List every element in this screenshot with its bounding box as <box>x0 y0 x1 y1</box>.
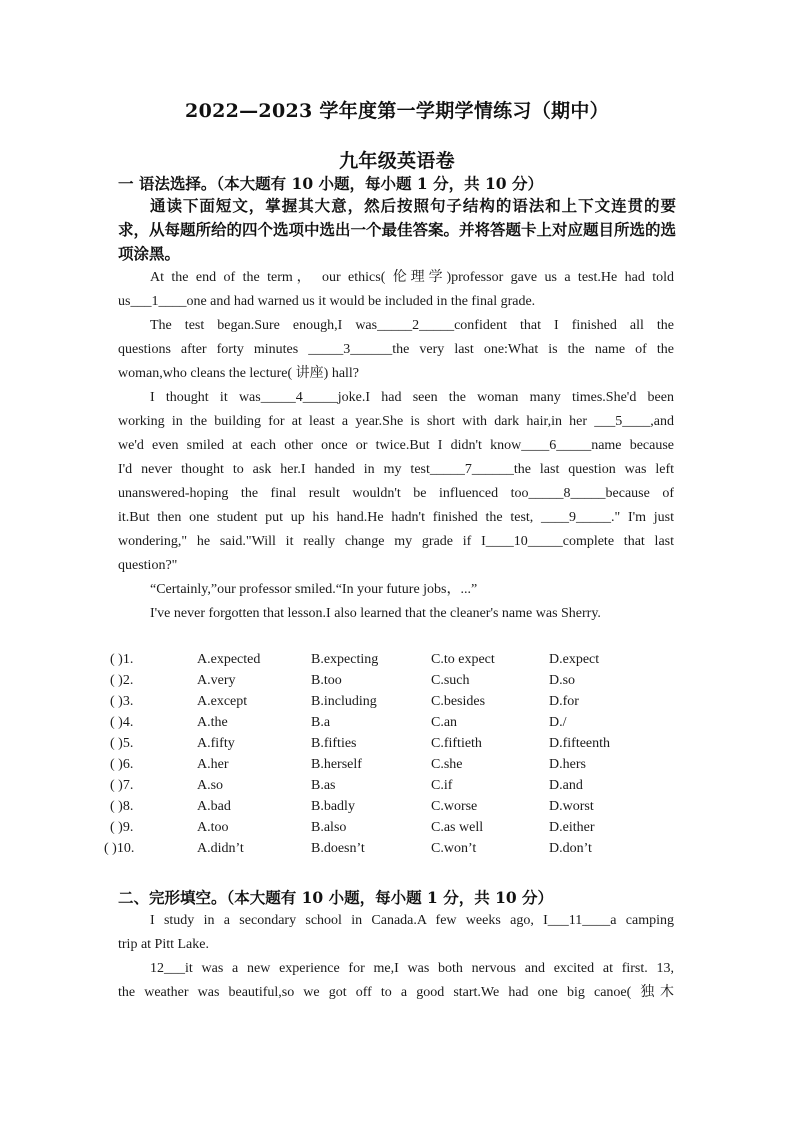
passage-line: “Certainly,”our professor smiled.“In your future jobs，...” <box>150 582 478 597</box>
question-number: ( )10. <box>104 841 135 856</box>
option-d: D.hers <box>549 757 586 772</box>
option-c: C.fiftieth <box>431 736 482 751</box>
option-d: D.worst <box>549 799 594 814</box>
option-b: B.doesn’t <box>311 841 365 856</box>
passage-line: it.But then one student put up his hand.He hadn't finished the test, ____9_____." I'm just <box>118 510 674 525</box>
question-row <box>110 754 690 775</box>
option-c: C.she <box>431 757 463 772</box>
option-d: D.don’t <box>549 841 592 856</box>
section1-options <box>104 649 690 859</box>
passage-line: trip at Pitt Lake. <box>118 937 209 952</box>
option-a: A.the <box>197 715 228 730</box>
passage-line: working in the building for at least a year.She is short with dark hair,in her ___5____,and <box>118 414 674 429</box>
option-b: B.a <box>311 715 331 730</box>
option-c: C.besides <box>431 694 486 709</box>
option-a: A.expected <box>197 652 261 667</box>
option-b: B.as <box>311 778 336 793</box>
question-number: ( )5. <box>110 736 134 751</box>
option-d: D./ <box>549 715 567 730</box>
section2-heading: 二、完形填空。（本大题有 10 小题，每小题 1 分，共 10 分） <box>118 888 554 907</box>
option-b: B.fifties <box>311 736 357 751</box>
passage-line: I thought it was_____4_____joke.I had seen the woman many times.She'd been <box>150 390 674 405</box>
question-row <box>110 733 690 754</box>
option-a: A.fifty <box>197 736 235 751</box>
option-d: D.either <box>549 820 595 835</box>
option-b: B.badly <box>311 799 355 814</box>
option-b: B.herself <box>311 757 362 772</box>
question-row <box>110 649 690 670</box>
passage-line: we'd even smiled at each other once or twice.But I didn't know____6_____name because <box>118 438 674 453</box>
question-row <box>110 775 690 796</box>
option-a: A.didn’t <box>197 841 244 856</box>
passage-line: I'd never thought to ask her.I handed in my test_____7______the last question was left <box>118 462 674 477</box>
option-c: C.won’t <box>431 841 477 856</box>
passage-line: question?" <box>118 558 178 573</box>
question-number: ( )2. <box>110 673 134 688</box>
question-number: ( )9. <box>110 820 134 835</box>
option-d: D.fifteenth <box>549 736 611 751</box>
section2-passage <box>118 909 674 1005</box>
option-c: C.to expect <box>431 652 495 667</box>
question-row <box>110 817 690 838</box>
passage-line: woman,who cleans the lecture( 讲座) hall? <box>118 366 360 381</box>
passage-line: wondering," he said."Will it really change my grade if I____10_____complete that last <box>118 534 674 549</box>
question-number: ( )4. <box>110 715 134 730</box>
option-a: A.so <box>197 778 224 793</box>
option-c: C.such <box>431 673 470 688</box>
passage-line: The test began.Sure enough,I was_____2_____confident that I finished all the <box>150 318 674 333</box>
question-number: ( )6. <box>110 757 134 772</box>
option-d: D.so <box>549 673 576 688</box>
section1-heading: 一 语法选择。（本大题有 10 小题，每小题 1 分，共 10 分） <box>118 174 543 193</box>
exam-title: 2022—2023 学年度第一学期学情练习（期中） <box>185 100 609 122</box>
section1-instruction: 通读下面短文，掌握其大意，然后按照句子结构的语法和上下文连贯的要求，从每题所给的四个选项中选出一个最佳答案。并将答题卡上对应题目所选的选项涂黑。 <box>118 196 677 263</box>
option-a: A.her <box>197 757 229 772</box>
option-c: C.as well <box>431 820 484 835</box>
question-number: ( )1. <box>110 652 134 667</box>
question-number: ( )3. <box>110 694 134 709</box>
option-b: B.also <box>311 820 347 835</box>
passage-line: unanswered-hoping the final result wouldn't be influenced too_____8_____because of <box>118 486 674 501</box>
section1-passage <box>118 266 674 626</box>
exam-subtitle: 九年级英语卷 <box>339 150 455 172</box>
passage-line: I study in a secondary school in Canada.A few weeks ago, I___11____a camping <box>150 913 674 928</box>
passage-line: us___1____one and had warned us it would be included in the final grade. <box>118 294 536 309</box>
passage-line: I've never forgotten that lesson.I also learned that the cleaner's name was Sherry. <box>150 606 601 621</box>
option-c: C.worse <box>431 799 478 814</box>
question-row <box>110 691 690 712</box>
option-b: B.including <box>311 694 377 709</box>
passage-line: 12___it was a new experience for me,I was both nervous and excited at first. 13, <box>150 961 674 976</box>
option-a: A.bad <box>197 799 231 814</box>
question-number: ( )7. <box>110 778 134 793</box>
passage-line: questions after forty minutes _____3______the very last one:What is the name of the <box>118 342 674 357</box>
option-c: C.if <box>431 778 453 793</box>
option-d: D.expect <box>549 652 600 667</box>
option-a: A.too <box>197 820 229 835</box>
option-b: B.too <box>311 673 342 688</box>
option-d: D.and <box>549 778 583 793</box>
passage-line: the weather was beautiful,so we got off to a good start.We had one big canoe( 独木 <box>118 985 674 1000</box>
question-row <box>104 838 690 859</box>
option-b: B.expecting <box>311 652 379 667</box>
option-c: C.an <box>431 715 458 730</box>
option-d: D.for <box>549 694 579 709</box>
option-a: A.very <box>197 673 236 688</box>
question-row <box>110 796 690 817</box>
option-a: A.except <box>197 694 248 709</box>
question-row <box>110 712 690 733</box>
question-number: ( )8. <box>110 799 134 814</box>
passage-line: At the end of the term， our ethics( 伦理学)professor gave us a test.He had told <box>150 270 674 285</box>
question-row <box>110 670 690 691</box>
